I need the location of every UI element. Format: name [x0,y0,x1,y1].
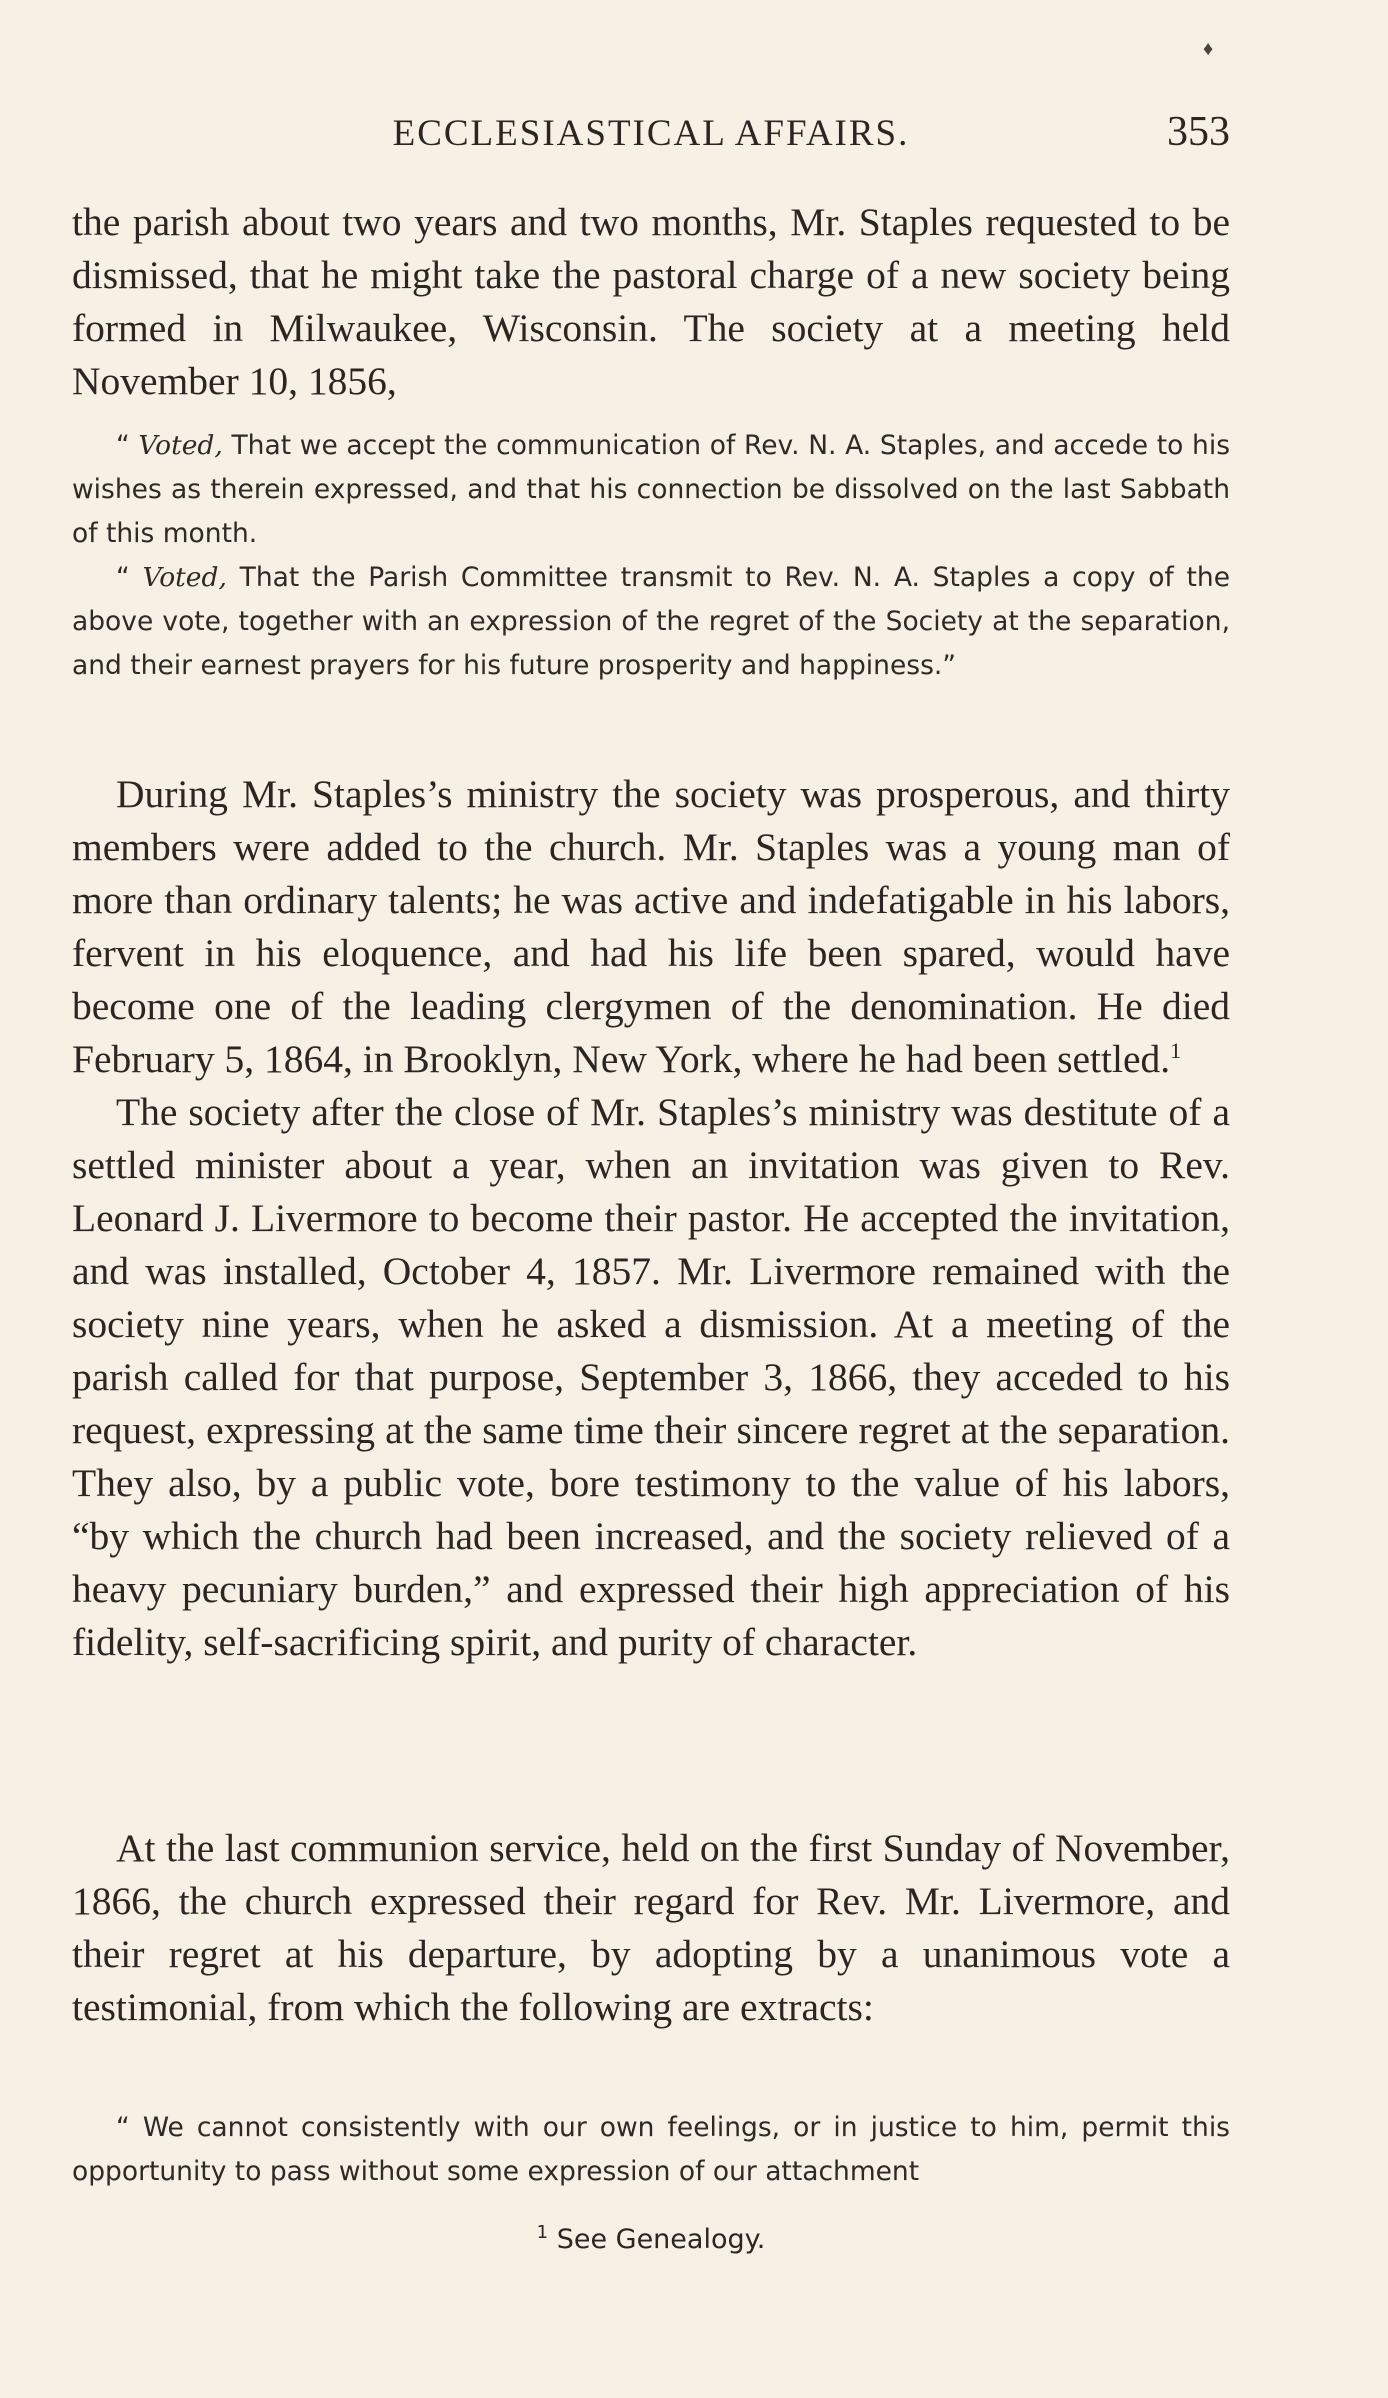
voted-label: Voted, [142,562,227,593]
page-header [72,104,1230,164]
footnote-text: See Genealogy. [556,2224,766,2255]
quote-vote-2 [72,556,1230,688]
quote-text: That the Parish Committee transmit to Rev. N. A. Staples a copy of the above vote, together with an expression of the regret of the Society at the separation, and their earnest prayers for his future prosperity and happiness.” [72,562,1230,681]
running-title: ECCLESIASTICAL AFFAIRS. [392,113,910,154]
quote-vote-1 [72,424,1230,556]
footnote-reference: 1 [1170,1037,1182,1063]
paragraph-continuation: the parish about two years and two months, Mr. Staples requested to be dismissed, that he might take the pastoral charge of a new society being formed in Milwaukee, Wisconsin. The society at a meeting held November 10, 1856, [72,200,1230,403]
quote-open-mark: “ [116,562,130,593]
printer-mark: ♦ [1203,38,1214,60]
quote-open-mark: “ [116,430,130,461]
page-number: 353 [1167,109,1230,155]
paragraph-livermore: The society after the close of Mr. Staples’s ministry was destitute of a settled minister about a year, when an invitation was given to Rev. Leonard J. Livermore to become their pastor. He accepted the invitation, and was installed, October 4, 1857. Mr. Livermore remained with the society nine years, when he asked a dismission. At a meeting of the parish called for that purpose, September 3, 1866, they acceded to his request, expressing at the same time their sincere regret at the separation. They also, by a public vote, bore testimony to the value of his labors, “by which the church had been increased, and the society relieved of a heavy pecuniary burden,” and expressed their high appreciation of his fidelity, self-sacrificing spirit, and purity of character. [72,1090,1230,1664]
paragraph-text: During Mr. Staples’s ministry the society was prosperous, and thirty members were added to the church. Mr. Staples was a young man of more than ordinary talents; he was active and indefatigable in his labors, fervent in his eloquence, and had his life been spared, would have become one of the leading clergymen of the denomination. He died February 5, 1864, in Brooklyn, New York, where he had been settled. [72,772,1230,1081]
quote-text: That we accept the communication of Rev. N. A. Staples, and accede to his wishes as therein expressed, and that his connection be dissolved on the last Sabbath of this month. [72,430,1230,549]
footnote [72,2224,1230,2255]
voted-label: Voted, [138,430,223,461]
paragraph-communion: At the last communion service, held on the first Sunday of November, 1866, the church expressed their regard for Rev. Mr. Livermore, and their regret at his departure, by adopting by a unanimous vote a testimonial, from which the following are extracts: [72,1826,1230,2029]
footnote-marker: 1 [536,2222,549,2243]
quote-testimonial: “ We cannot consistently with our own feelings, or in justice to him, permit this opportunity to pass without some expression of our attachment [72,2112,1230,2187]
paragraph-ministry [72,768,1230,1086]
